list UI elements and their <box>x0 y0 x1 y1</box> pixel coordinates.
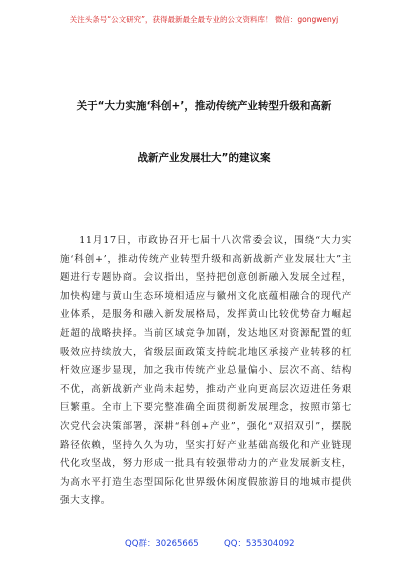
footer-qq-group: QQ群：30265665 <box>125 539 199 549</box>
document-title-line-2: 战新产业发展壮大”的建议案 <box>137 152 271 164</box>
document-title-line-1: 关于“大力实施‘科创+’，推动传统产业转型升级和高新 <box>76 100 332 112</box>
header-note: 关注头条号“公文研究”，获得最新最全最专业的公文资料库！ 微信：gongwenyj <box>69 15 339 24</box>
body-paragraph: 11月17日，市政协召开七届十八次常委会议，围绕“大力实施‘科创+’，推动传统产业转型升级和高新战新产业发展壮大”主题进行专题协商。会议指出，坚持把创意创新融入发展全过程，加快构建与黄山生态环境相适应与徽州文化底蕴相融合的现代产业体系，是服务和融入新发展格局，发挥黄山比较优势奋力崛起赶超的战略抉择。当前区域竞争加剧，发达地区对资源配置的虹吸效应持续放大，省级层面政策支持皖北地区承接产业转移的杠杆效应逐步显现，加之我市传统产业总量偏小、层次不高、结构不优，高新战新产业尚未起势，推动产业向更高层次迈进任务艰巨繁重。全市上下要完整准确全面贯彻新发展理念，按照市第七次党代会决策部署，深耕“科创+产业”，强化“双招双引”，摆脱路径依赖，坚持久久为功，坚实打好产业基础高级化和产业链现代化攻坚战，努力形成一批具有较强带动力的产业发展新支柱，为高水平打造生态型国际化世界级休闲度假旅游目的地城市提供强大支撑。 <box>60 235 352 507</box>
footer-qq-contact: QQ：535304092 <box>224 539 295 549</box>
